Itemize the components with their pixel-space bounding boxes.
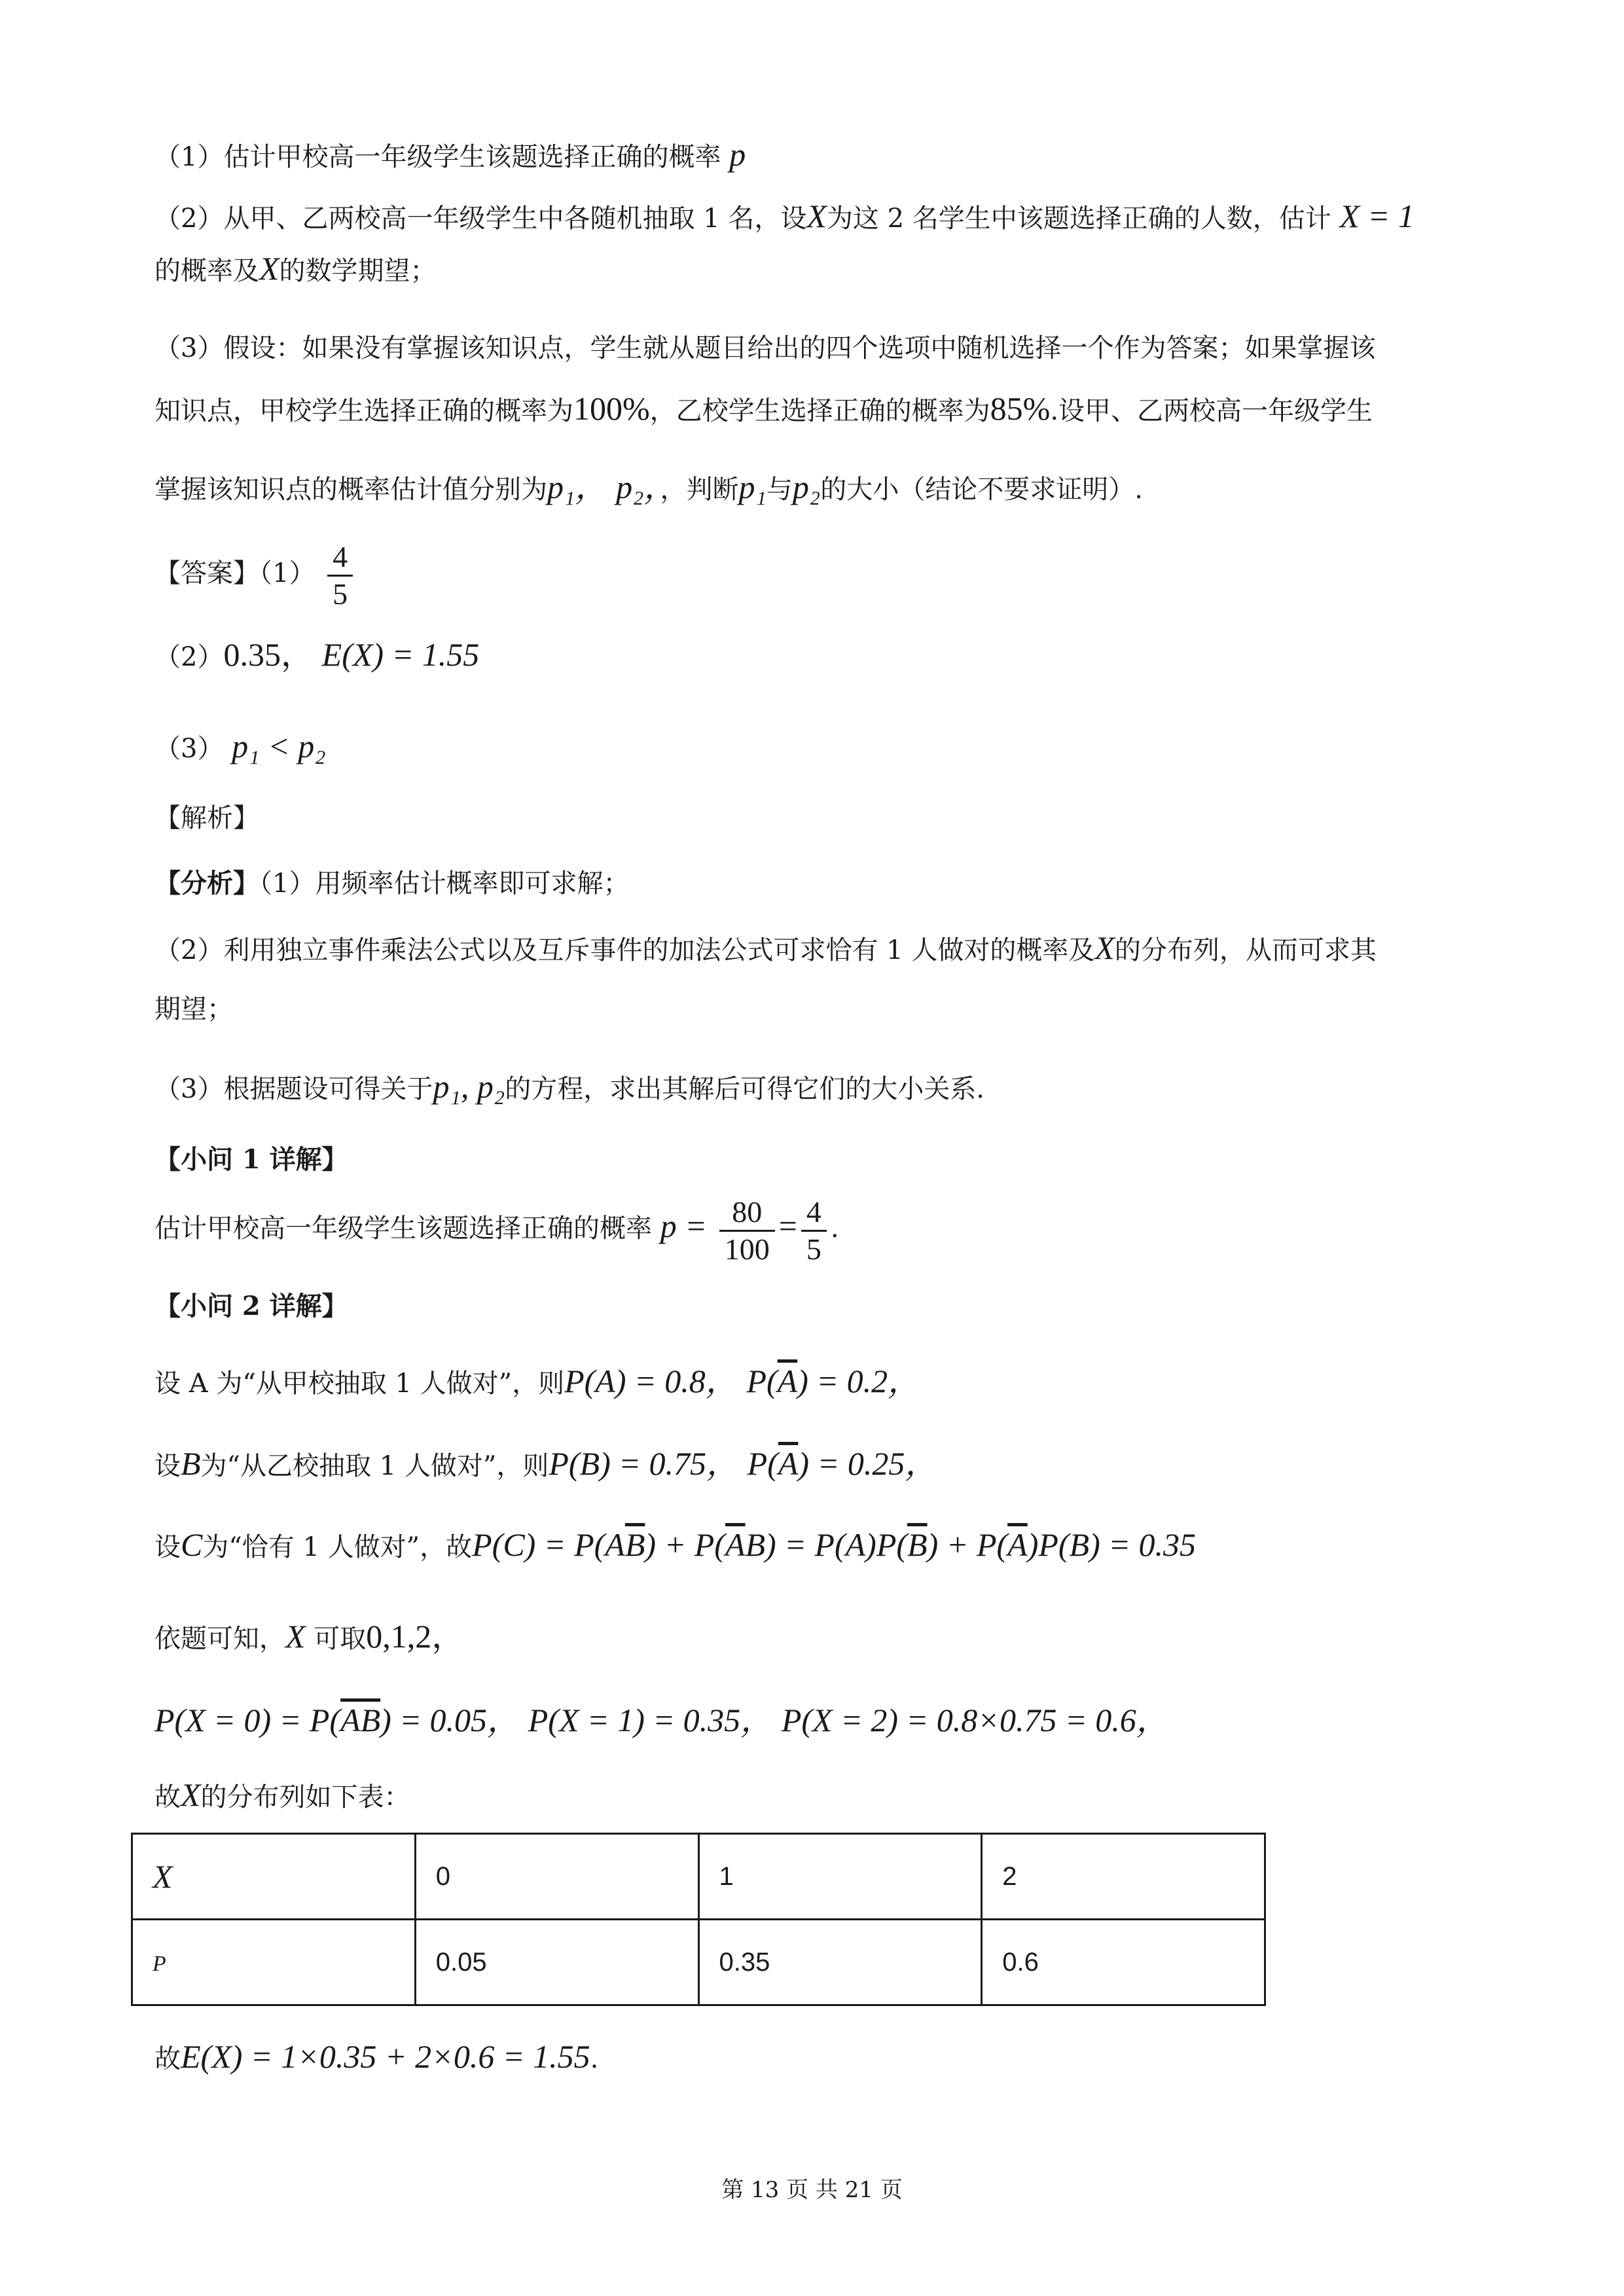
xw1-fraction-1 xyxy=(719,1194,775,1267)
q3-text-b: 知识点，甲校学生选择正确的概率为 xyxy=(154,396,573,426)
table-cell xyxy=(132,1834,416,1920)
fenxi-var-x: X xyxy=(1094,929,1115,966)
question-part-2-line-2 xyxy=(154,250,1487,289)
set-c-f2: ) + P( xyxy=(645,1526,725,1563)
xw1-den2: 5 xyxy=(806,1232,821,1266)
q3-text-c3: 与 xyxy=(766,475,793,505)
set-c-bar2: $\overline{A}$ xyxy=(725,1526,746,1563)
table-row xyxy=(132,1920,1265,2005)
fenxi-3b: p₁, p₂ xyxy=(433,1068,505,1105)
cell-p-2: 0.6 xyxy=(1002,1947,1039,1977)
q2-text-d: 的数学期望； xyxy=(279,256,437,286)
set-b-line xyxy=(154,1445,1487,1484)
xw1-fraction-2 xyxy=(801,1194,827,1267)
gu-text-b: 的分布列如下表： xyxy=(200,1782,410,1812)
q2-x-eq-1: X = 1 xyxy=(1339,198,1415,234)
q3-pct-85: 85% xyxy=(990,390,1051,427)
xw1-eq: = xyxy=(778,1208,797,1244)
cell-x-label: X xyxy=(153,1858,173,1895)
question-part-3-line-1 xyxy=(154,330,1487,367)
set-c-f5: )P(B) = 0.35 xyxy=(1027,1526,1196,1563)
cell-p-label: P xyxy=(153,1951,166,1976)
xiaowen-1-body xyxy=(154,1183,1487,1271)
fenxi-line-1 xyxy=(154,865,1487,902)
xw1-num2: 4 xyxy=(801,1194,827,1232)
q3-text-a: （3）假设：如果没有掌握该知识点，学生就从题目给出的四个选项中随机选择一个作为答案；如果掌握该 xyxy=(154,333,1376,363)
set-b-pabar-open: P( xyxy=(747,1445,778,1482)
table-row xyxy=(132,1834,1265,1920)
set-c-f1: P(C) = P(A xyxy=(472,1526,625,1563)
q1-var: p xyxy=(729,136,746,173)
set-c-bar3: $\overline{B}$ xyxy=(907,1526,928,1563)
set-c-line xyxy=(154,1526,1487,1566)
prob-x0-b: ) = 0.05， xyxy=(380,1702,520,1738)
cell-x-1: 1 xyxy=(719,1861,734,1891)
final-expectation: E(X) = 1×0.35 + 2×0.6 = 1.55 xyxy=(181,2038,590,2075)
answer-3-label: （3） xyxy=(154,734,224,764)
page-footer: 第 13 页 共 21 页 xyxy=(721,2177,903,2203)
answer-label: 【答案】（1） xyxy=(154,558,316,588)
xw1-end: . xyxy=(830,1213,839,1244)
set-c-f4: ) + P( xyxy=(927,1526,1008,1563)
q2-var-x2: X xyxy=(259,250,280,287)
set-a-pabar-open: P( xyxy=(746,1363,778,1399)
table-cell xyxy=(132,1920,416,2005)
question-part-2-line-1 xyxy=(154,198,1487,237)
question-part-3-line-3 xyxy=(154,469,1487,508)
xiaowen-2-heading xyxy=(154,1288,1487,1325)
set-b-abar: $\overline{A}$ xyxy=(778,1445,799,1482)
q3-text-c4: 的大小（结论不要求证明）. xyxy=(820,475,1143,505)
xiaowen-1-label: 【小问 1 详解】 xyxy=(154,1144,348,1175)
jiexi-heading xyxy=(154,800,1487,836)
yiti-text-b: 可取 xyxy=(314,1624,367,1654)
xw1-den1: 100 xyxy=(724,1232,770,1266)
answer-2-label: （2） xyxy=(154,642,224,672)
prob-x0-a: P(X = 0) = P( xyxy=(154,1702,341,1738)
q3-p1: p₁， xyxy=(547,469,608,505)
answer-3-value: p₁ < p₂ xyxy=(232,728,326,764)
final-period: . xyxy=(590,2044,599,2074)
set-c-bar1: $\overline{B}$ xyxy=(624,1526,645,1563)
set-c-prefix: 设 xyxy=(154,1532,181,1562)
answer-2 xyxy=(154,636,1487,675)
answer-2-value: 0.35， xyxy=(223,636,314,673)
table-cell xyxy=(415,1834,698,1920)
fenxi-2a: （2）利用独立事件乘法公式以及互斥事件的加法公式可求恰有 1 人做对的概率及 xyxy=(154,935,1095,965)
q2-text-a: （2）从甲、乙两校高一年级学生中各随机抽取 1 名，设 xyxy=(154,204,807,234)
gu-text-a: 故 xyxy=(154,1782,181,1812)
set-a-text: 设 A 为“从甲校抽取 1 人做对”，则 xyxy=(154,1369,565,1399)
q3-text-b2: ，乙校学生选择正确的概率为 xyxy=(649,396,990,426)
answer-3 xyxy=(154,728,1487,767)
question-part-1 xyxy=(154,136,1487,175)
set-c-text: 为“恰有 1 人做对”，故 xyxy=(202,1532,473,1562)
prob-x2: P(X = 2) = 0.8×0.75 = 0.6， xyxy=(781,1702,1169,1738)
q3-text-c2: ，判断 xyxy=(660,475,739,505)
xw1-num1: 80 xyxy=(719,1194,775,1232)
set-b-pb: P(B) = 0.75， xyxy=(549,1445,739,1482)
gu-line xyxy=(154,1776,1487,1816)
prob-line xyxy=(154,1702,1487,1741)
answer-2-expectation: E(X) = 1.55 xyxy=(321,636,480,673)
final-text-a: 故 xyxy=(154,2044,181,2074)
q3-p2-b: p₂ xyxy=(792,469,821,505)
yiti-text-a: 依题可知， xyxy=(154,1624,285,1654)
set-b-pabar-close: ) = 0.25， xyxy=(798,1445,938,1482)
set-a-pa: P(A) = 0.8， xyxy=(564,1363,738,1399)
cell-x-2: 2 xyxy=(1002,1861,1017,1891)
table-cell xyxy=(982,1920,1265,2005)
xiaowen-1-heading xyxy=(154,1141,1487,1178)
fenxi-3c: 的方程，求出其解后可得它们的大小关系. xyxy=(505,1074,984,1104)
q2-var-x: X xyxy=(806,198,827,234)
set-a-line xyxy=(154,1363,1487,1402)
table-cell xyxy=(415,1920,698,2005)
cell-p-0: 0.05 xyxy=(435,1947,487,1977)
xiaowen-2-label: 【小问 2 详解】 xyxy=(154,1291,348,1321)
fenxi-1: （1）用频率估计概率即可求解； xyxy=(259,869,630,899)
set-a-pabar-close: ) = 0.2， xyxy=(797,1363,921,1399)
answer-1-denominator: 5 xyxy=(333,577,348,611)
q3-p1-b: p₁ xyxy=(738,469,767,505)
table-cell xyxy=(982,1834,1265,1920)
set-b-var: B xyxy=(181,1445,201,1482)
fenxi-3a: （3）根据题设可得关于 xyxy=(154,1074,433,1104)
answer-1 xyxy=(154,534,1487,613)
q3-text-c: 掌握该知识点的概率估计值分别为 xyxy=(154,475,547,505)
answer-1-fraction xyxy=(327,539,353,612)
q2-text-c: 的概率及 xyxy=(154,256,259,286)
set-b-text: 为“从乙校抽取 1 人做对”，则 xyxy=(200,1451,549,1481)
yiti-values: 0,1,2， xyxy=(366,1618,465,1655)
table-cell xyxy=(698,1920,982,2005)
fenxi-label: 【分析】 xyxy=(154,868,259,899)
xw1-p: p = xyxy=(660,1208,707,1244)
cell-x-0: 0 xyxy=(435,1861,450,1891)
table-cell xyxy=(698,1834,982,1920)
fenxi-line-2 xyxy=(154,929,1487,969)
yiti-line xyxy=(154,1618,1487,1657)
cell-p-1: 0.35 xyxy=(719,1947,770,1977)
q3-p2: p₂， xyxy=(616,469,660,505)
q3-pct-100: 100% xyxy=(573,390,650,427)
fenxi-2c: 期望； xyxy=(154,994,233,1024)
fenxi-line-4 xyxy=(154,1068,1487,1107)
set-b-prefix: 设 xyxy=(154,1451,181,1481)
distribution-table xyxy=(131,1833,1266,2006)
gu-var-x: X xyxy=(181,1776,201,1813)
prob-x1: P(X = 1) = 0.35， xyxy=(528,1702,774,1738)
answer-1-numerator: 4 xyxy=(327,539,353,577)
set-c-bar4: $\overline{A}$ xyxy=(1007,1526,1028,1563)
set-c-f3: B) = P(A)P( xyxy=(745,1526,908,1563)
q1-text: （1）估计甲校高一年级学生该题选择正确的概率 xyxy=(154,142,721,172)
fenxi-line-3 xyxy=(154,991,1487,1028)
yiti-var-x: X xyxy=(285,1618,306,1655)
xw1-text: 估计甲校高一年级学生该题选择正确的概率 xyxy=(154,1213,652,1244)
set-a-abar: $\overline{A}$ xyxy=(777,1363,798,1399)
set-c-var: C xyxy=(181,1526,203,1563)
question-part-3-line-2 xyxy=(154,390,1487,429)
final-line xyxy=(154,2038,1487,2077)
jiexi-label: 【解析】 xyxy=(154,803,259,833)
q3-text-b3: .设甲、乙两校高一年级学生 xyxy=(1050,396,1373,426)
fenxi-2b: 的分布列，从而可求其 xyxy=(1114,935,1377,965)
prob-x0-bar: $\overline{AB}$ xyxy=(340,1702,381,1738)
q2-text-b: 为这 2 名学生中该题选择正确的人数，估计 xyxy=(826,204,1331,234)
